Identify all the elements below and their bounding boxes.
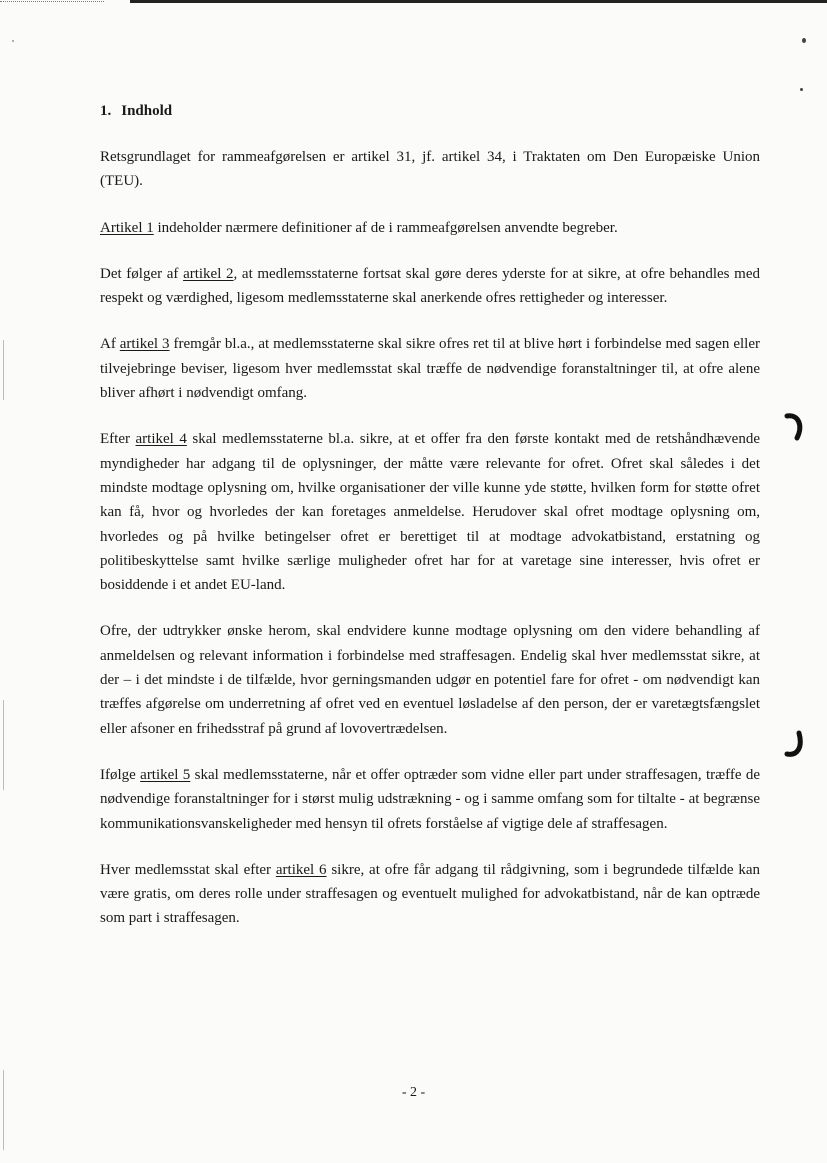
- top-rule: [130, 0, 827, 3]
- section-number: 1.: [100, 103, 112, 119]
- paragraph: Det følger af artikel 2, at medlemsstaterne fortsat skal gøre deres yderste for at sikre, at ofre behandles med respekt og værdighed, ligesom medlemsstaterne skal anerkende ofres rettigheder og interesser.: [100, 265, 760, 307]
- article-reference: artikel 5: [140, 766, 191, 783]
- paragraph: Ifølge artikel 5 skal medlemsstaterne, når et offer optræder som vidne eller part under straffesagen, træffe de nødvendige foranstaltninger for i størst mulig udstrækning - og i samme omfang som for tiltalte - at begrænse kommunikationsvanskeligheder med hensyn til ofrets forståelse af vigtige dele af straffesagen.: [100, 766, 760, 832]
- scan-margin-line: [3, 1070, 4, 1150]
- section-title: Indhold: [121, 103, 173, 119]
- scan-speck: [802, 38, 806, 43]
- paragraph: Retsgrundlaget for rammeafgørelsen er artikel 31, jf. artikel 34, i Traktaten om Den Europæiske Union (TEU).: [100, 149, 760, 190]
- paragraph: Ofre, der udtrykker ønske herom, skal endvidere kunne modtage oplysning om den videre behandling af anmeldelsen og relevant information i forbindelse med straffesagen. Endelig skal hver medlemsstat sikre, at der – i det mindste i de tilfælde, hvor gerningsmanden udgør en potentiel fare for ofret - om nødvendigt kan træffes afgørelse om underretning af ofret ved en eventuel løsladelse af den person, der er varetægtsfængslet eller afsoner en frihedsstraf på grund af lovovertrædelsen.: [100, 623, 760, 737]
- scan-speck: [12, 40, 14, 42]
- document-body: [100, 99, 760, 953]
- paragraph: Hver medlemsstat skal efter artikel 6 sikre, at ofre får adgang til rådgivning, som i begrundede tilfælde kan være gratis, om deres rolle under straffesagen og eventuelt mulighed for advokatbistand, når de kan optræde som part i straffesagen.: [100, 861, 760, 927]
- paragraph: Af artikel 3 fremgår bl.a., at medlemsstaterne skal sikre ofres ret til at blive hørt i forbindelse med sagen eller tilvejebringe beviser, ligesom hver medlemsstat skal træffe de nødvendige foranstaltninger til, at ofre alene bliver afhørt i nødvendigt omfang.: [100, 336, 760, 402]
- article-reference: artikel 2: [183, 265, 234, 282]
- top-rule-dots: [0, 1, 104, 3]
- paragraph: Efter artikel 4 skal medlemsstaterne bl.a. sikre, at et offer fra den første kontakt med de retshåndhævende myndigheder har adgang til de oplysninger, der måtte være relevante for ofret. Ofret skal således i det mindste modtage oplysning om, hvilke organisationer der ville kunne yde støtte, hvilken form for støtte ofret kan få, hvor og hvorledes der kan foretages anmeldelse. Herudover skal ofret modtage oplysning om, hvorledes og på hvilke betingelser ofret er berettiget til at modtage advokatbistand, erstatning og politibeskyttelse samt hvilke særlige muligheder ofret har for at varetage sine interesser, hvis ofret er bosiddende i et andet EU-land.: [100, 431, 760, 594]
- binder-hole-mark: [783, 730, 805, 760]
- binder-hole-mark: [783, 412, 805, 442]
- scan-margin-line: [3, 700, 4, 790]
- section-heading: [100, 99, 760, 123]
- page-number: - 2 -: [401, 1085, 426, 1100]
- article-reference: artikel 6: [275, 861, 327, 878]
- article-reference: Artikel 1: [100, 219, 154, 236]
- article-reference: artikel 3: [119, 336, 170, 353]
- scan-margin-line: [3, 340, 4, 400]
- article-reference: artikel 4: [135, 431, 187, 448]
- scan-speck: [800, 88, 803, 91]
- paragraph: Artikel 1 indeholder nærmere definitioner af de i rammeafgørelsen anvendte begreber.: [100, 219, 618, 236]
